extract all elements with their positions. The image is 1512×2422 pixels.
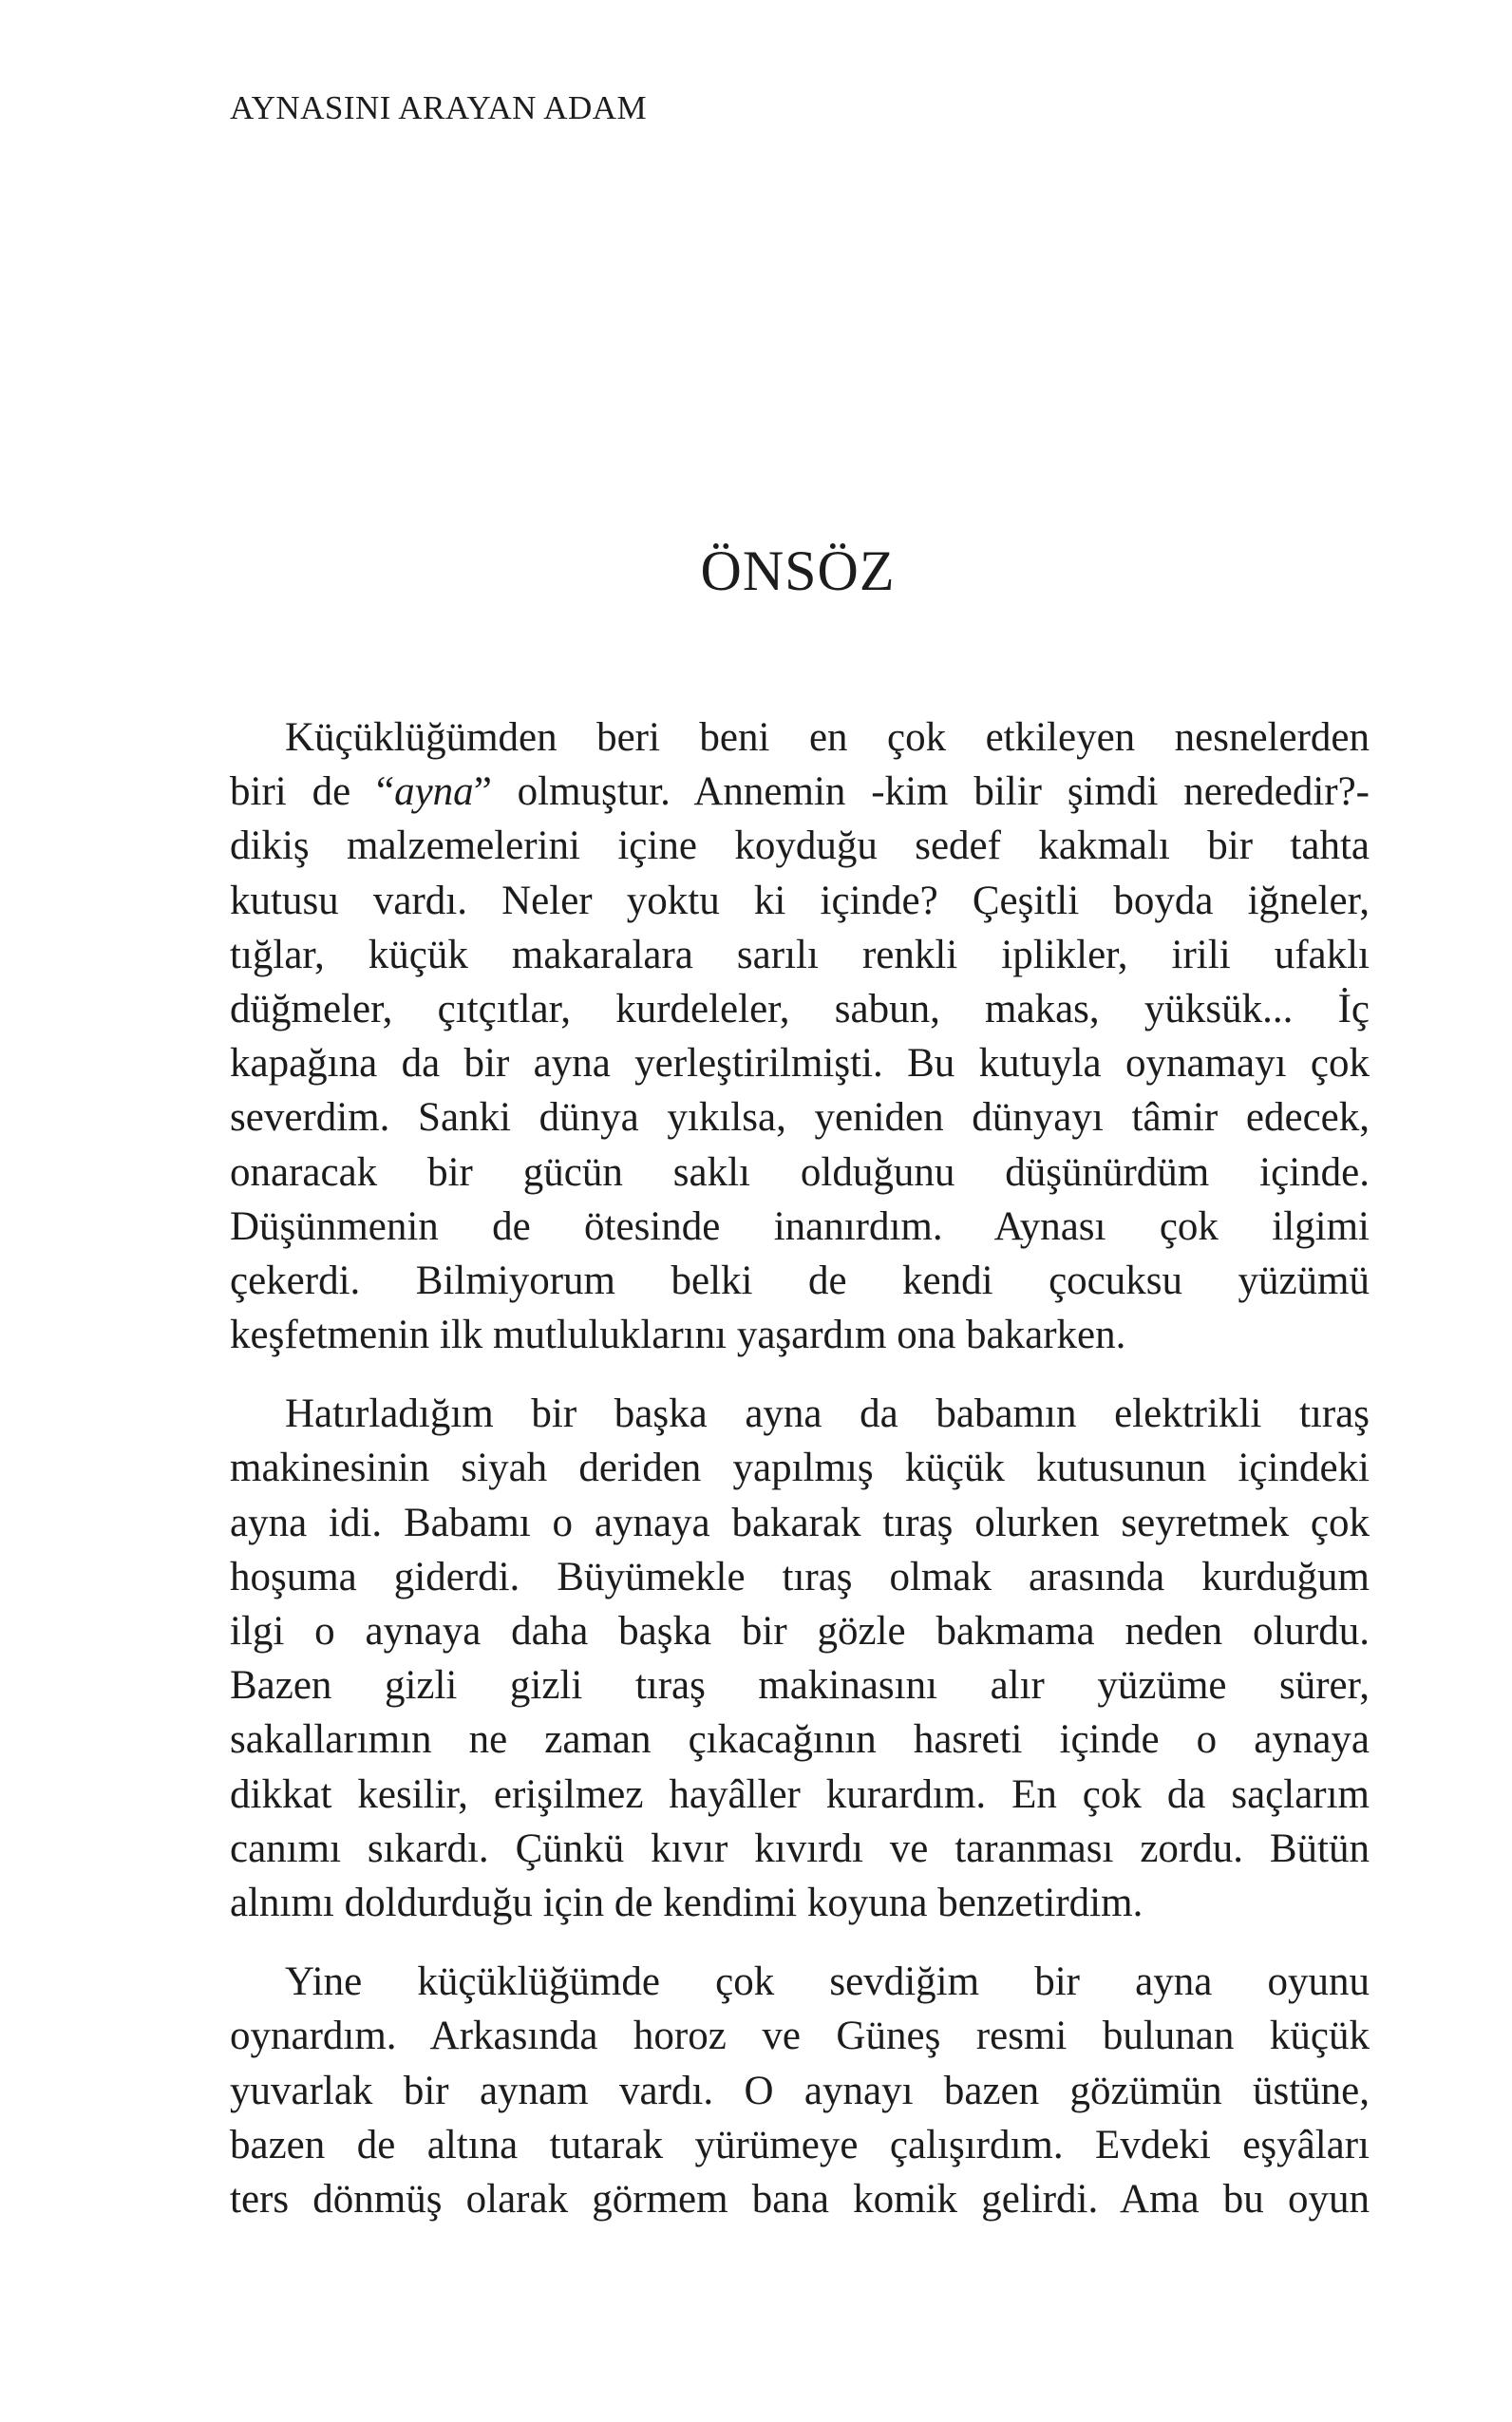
italic-word: ayna [394,769,474,815]
text-line: dikkat kesilir, erişilmez hayâller kurardım. En çok da saçlarım [230,1771,1370,1817]
text-line: makinesinin siyah deriden yapılmış küçük kutusunun içindeki [230,1446,1370,1491]
text-line: oynardım. Arkasında horoz ve Güneş resmi bulunan küçük [230,2014,1370,2059]
paragraph-1 [230,710,1370,1362]
text-line: tığlar, küçük makaralara sarılı renkli iplikler, irili ufaklı [230,932,1370,977]
paragraph-3 [230,1955,1370,2226]
text-line: sakallarımın ne zaman çıkacağının hasreti içinde o aynaya [230,1717,1370,1763]
text-line: Düşünmenin de ötesinde inanırdım. Aynası çok ilgimi [230,1203,1370,1249]
text-line: Yine küçüklüğümde çok sevdiğim bir ayna oyunu [285,1959,1370,2005]
text-line: ters dönmüş olarak görmem bana komik gelirdi. Ama bu oyun [230,2176,1370,2222]
text-line: yuvarlak bir aynam vardı. O aynayı bazen gözümün üstüne, [230,2068,1370,2113]
text-line: Hatırladığım bir başka ayna da babamın elektrikli tıraş [285,1391,1370,1437]
text-line: canımı sıkardı. Çünkü kıvır kıvırdı ve taranması zordu. Bütün [230,1826,1370,1871]
text-line: bazen de altına tutarak yürümeye çalışırdım. Evdeki eşyâları [230,2122,1370,2167]
text-line: düğmeler, çıtçıtlar, kurdeleler, sabun, makas, yüksük... İç [230,986,1370,1031]
body-text [230,710,1370,2251]
text-line: alnımı doldurduğu için de kendimi koyuna benzetirdim. [230,1880,1143,1925]
text-span: biri de “ [230,769,395,815]
chapter-title: ÖNSÖZ [700,539,896,602]
paragraph-2 [230,1387,1370,1930]
text-line: Bazen gizli gizli tıraş makinasını alır yüzüme sürer, [230,1663,1370,1709]
text-line: ayna idi. Babamı o aynaya bakarak tıraş olurken seyretmek çok [230,1500,1370,1545]
text-line: keşfetmenin ilk mutluluklarını yaşardım ona bakarken. [230,1313,1126,1358]
text-line: hoşuma giderdi. Büyümekle tıraş olmak arasında kurduğum [230,1554,1370,1599]
text-line: dikiş malzemelerini içine koyduğu sedef kakmalı bir tahta [230,823,1370,869]
text-line [230,765,1370,819]
text-line: Küçüklüğümden beri beni en çok etkileyen nesnelerden [285,715,1370,760]
text-line: kutusu vardı. Neler yoktu ki içinde? Çeşitli boyda iğneler, [230,878,1370,923]
text-line: çekerdi. Bilmiyorum belki de kendi çocuksu yüzümü [230,1258,1370,1303]
text-line: kapağına da bir ayna yerleştirilmişti. Bu kutuyla oynamayı çok [230,1041,1370,1087]
text-span: ” olmuştur. Annemin -kim bilir şimdi nerededir?- [473,769,1370,815]
text-line: onaracak bir gücün saklı olduğunu düşünürdüm içinde. [230,1149,1370,1195]
running-header: AYNASINI ARAYAN ADAM [230,89,648,126]
text-line: ilgi o aynaya daha başka bir gözle bakmama neden olurdu. [230,1609,1370,1654]
text-line: severdim. Sanki dünya yıkılsa, yeniden dünyayı tâmir edecek, [230,1095,1370,1141]
